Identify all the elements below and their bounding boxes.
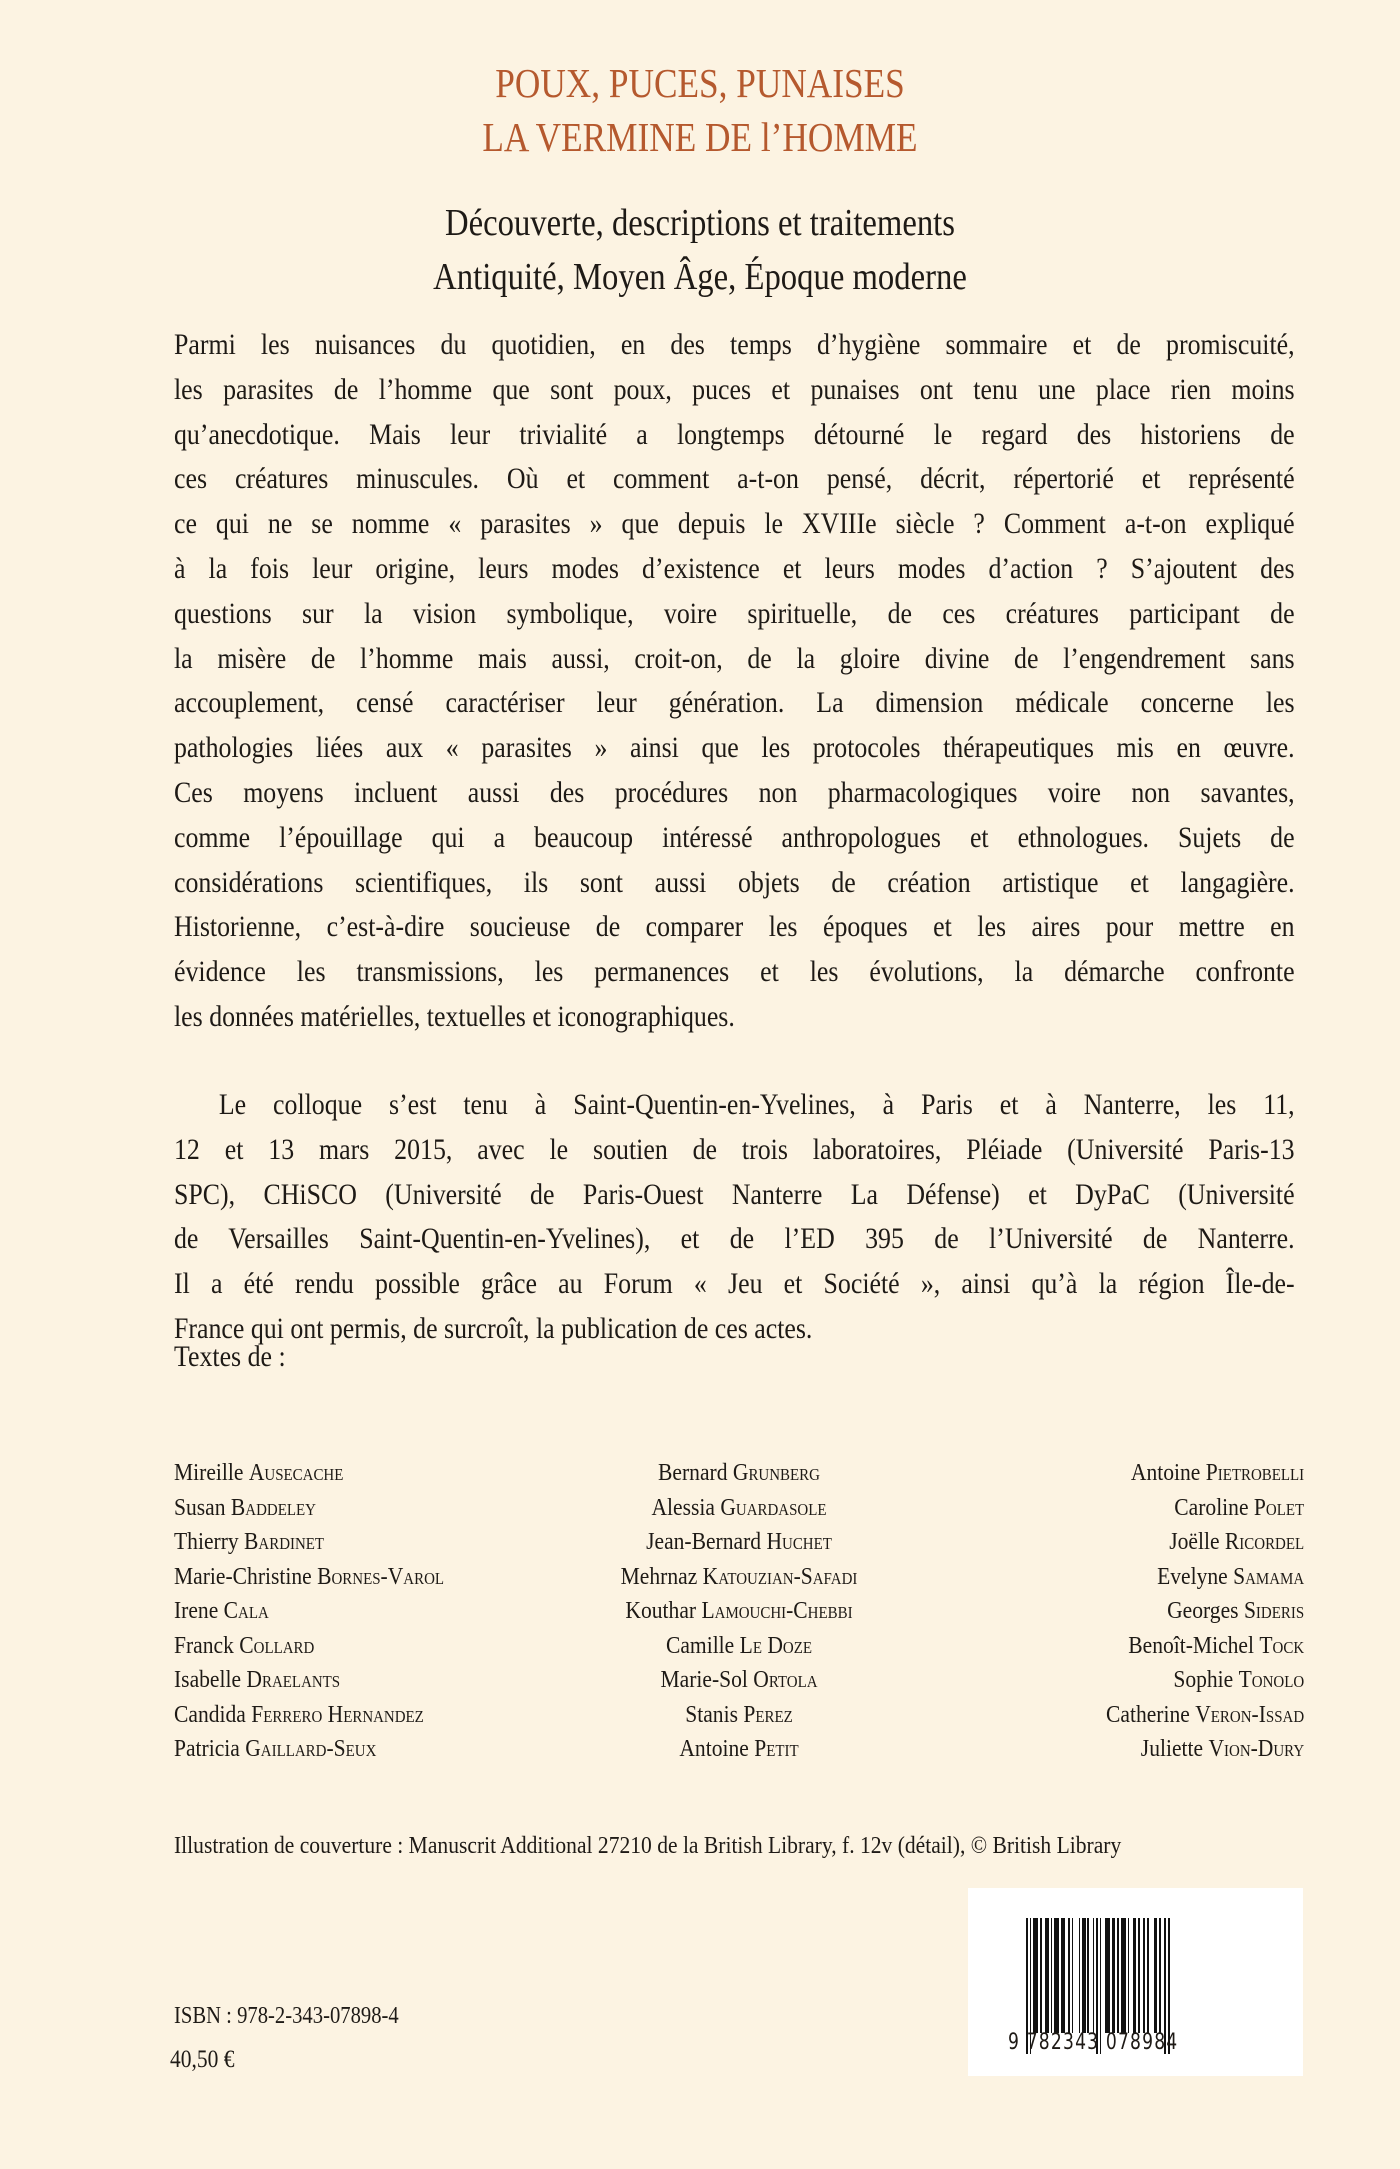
author-name: Georges Sideris [1166, 1597, 1304, 1624]
author-name: Alessia Guardasole [651, 1493, 827, 1521]
author-name: Marie-Christine Bornes-Varol [174, 1562, 445, 1590]
author-name: Mireille Ausecache [174, 1459, 344, 1486]
subtitle-line-2: Antiquité, Moyen Âge, Époque moderne [433, 256, 967, 298]
author-name: Antoine Pietrobelli [1130, 1459, 1304, 1486]
abstract-line: ce qui ne se nomme « parasites » que depuis le XVIIIe siècle ? Comment a-t-on expliqué [174, 507, 1295, 541]
colloque-line: SPC), CHiSCO (Université de Paris-Ouest Nanterre La Défense) et DyPaC (Université [174, 1177, 1295, 1211]
colloque-line: 12 et 13 mars 2015, avec le soutien de trois laboratoires, Pléiade (Université Paris-13 [174, 1132, 1295, 1166]
abstract-line: accouplement, censé caractériser leur génération. La dimension médicale concerne les [174, 686, 1295, 720]
author-name: Benoît-Michel Tock [1128, 1631, 1304, 1659]
author-name: Antoine Petit [679, 1735, 799, 1762]
author-name: Stanis Perez [685, 1700, 793, 1728]
colloque-paragraph [174, 1083, 1295, 1352]
author-name: Franck Collard [174, 1631, 315, 1659]
barcode [968, 1888, 1303, 2076]
author-name: Susan Baddeley [174, 1493, 316, 1521]
price: 40,50 € [170, 2046, 235, 2073]
author-name: Patricia Gaillard-Seux [174, 1735, 377, 1762]
abstract-line: questions sur la vision symbolique, voire spirituelle, de ces créatures participant de [174, 596, 1295, 630]
author-name: Evelyne Samama [1156, 1562, 1304, 1590]
author-name: Irene Cala [174, 1597, 269, 1624]
author-name: Marie-Sol Ortola [660, 1666, 818, 1693]
abstract-line: pathologies liées aux « parasites » ainsi que les protocoles thérapeutiques mis en œuvre. [174, 731, 1295, 765]
author-name: Camille Le Doze [665, 1631, 812, 1659]
abstract-line: ces créatures minuscules. Où et comment a-t-on pensé, décrit, répertorié et représenté [174, 462, 1295, 496]
colloque-line: de Versailles Saint-Quentin-en-Yvelines), et de l’ED 395 de l’Université de Nanterre. [174, 1222, 1295, 1256]
author-name: Jean-Bernard Huchet [646, 1528, 832, 1555]
contributors-column-1 [174, 1456, 481, 1767]
author-name: Kouthar Lamouchi-Chebbi [625, 1597, 853, 1624]
abstract-paragraph [174, 323, 1295, 1040]
title-line-1: POUX, PUCES, PUNAISES [495, 60, 905, 106]
author-name: Juliette Vion-Dury [1140, 1735, 1304, 1762]
contributors-label: Textes de : [174, 1340, 286, 1373]
book-title [98, 56, 1302, 164]
contributors-column-3 [1079, 1456, 1304, 1767]
title-line-2: LA VERMINE DE l’HOMME [482, 114, 918, 160]
author-name: Isabelle Draelants [174, 1666, 341, 1693]
colloque-line: Il a été rendu possible grâce au Forum « Jeu et Société », ainsi qu’à la région Île-de- [174, 1267, 1295, 1301]
abstract-line: Ces moyens incluent aussi des procédures non pharmacologiques voire non savantes, [174, 775, 1295, 809]
abstract-line: Historienne, c’est-à-dire soucieuse de comparer les époques et les aires pour mettre en [174, 910, 1295, 944]
abstract-line: à la fois leur origine, leurs modes d’existence et leurs modes d’action ? S’ajoutent des [174, 551, 1295, 585]
book-subtitle [98, 196, 1302, 304]
author-name: Mehrnaz Katouzian-Safadi [620, 1562, 858, 1590]
author-name: Thierry Bardinet [174, 1528, 325, 1555]
author-name: Sophie Tonolo [1173, 1666, 1304, 1693]
author-name: Candida Ferrero Hernandez [174, 1700, 424, 1728]
author-name: Bernard Grunberg [658, 1459, 820, 1486]
author-name: Catherine Veron-Issad [1105, 1700, 1304, 1728]
abstract-line: Parmi les nuisances du quotidien, en des temps d’hygiène sommaire et de promiscuité, [174, 328, 1295, 361]
abstract-line: évidence les transmissions, les permanences et les évolutions, la démarche confronte [174, 955, 1295, 989]
contributors-column-2 [459, 1456, 1019, 1767]
cover-illustration-credit: Illustration de couverture : Manuscrit Additional 27210 de la British Library, f. 12v (détail), © British Library [174, 1832, 1122, 1859]
barcode-digits: 9 782343 078984 [1008, 2030, 1179, 2055]
subtitle-line-1: Découverte, descriptions et traitements [444, 202, 955, 244]
author-name: Joëlle Ricordel [1169, 1528, 1304, 1555]
abstract-line: la misère de l’homme mais aussi, croit-on, de la gloire divine de l’engendrement sans [174, 641, 1295, 675]
abstract-line: les données matérielles, textuelles et iconographiques. [174, 999, 735, 1033]
colloque-line: France qui ont permis, de surcroît, la publication de ces actes. [174, 1311, 813, 1345]
author-name: Caroline Polet [1174, 1493, 1304, 1521]
abstract-line: les parasites de l’homme que sont poux, puces et punaises ont tenu une place rien moins [174, 372, 1295, 406]
isbn: ISBN : 978-2-343-07898-4 [174, 2003, 399, 2029]
contributors-list [174, 1456, 1304, 1786]
barcode-icon [1026, 1918, 1262, 2033]
abstract-line: comme l’épouillage qui a beaucoup intéressé anthropologues et ethnologues. Sujets de [174, 820, 1295, 854]
abstract-line: qu’anecdotique. Mais leur trivialité a longtemps détourné le regard des historiens de [174, 417, 1295, 451]
colloque-line: Le colloque s’est tenu à Saint-Quentin-en-Yvelines, à Paris et à Nanterre, les 11, [218, 1088, 1295, 1121]
abstract-line: considérations scientifiques, ils sont aussi objets de création artistique et langagière. [174, 865, 1295, 899]
